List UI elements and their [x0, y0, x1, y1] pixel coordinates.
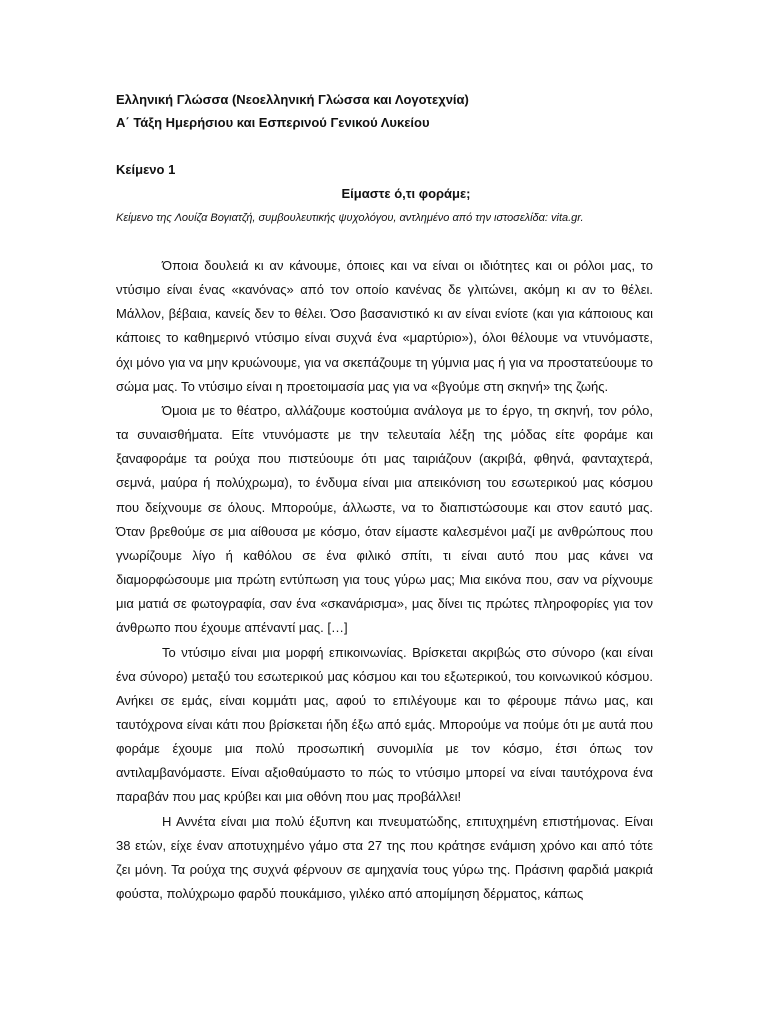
- paragraph-2: Όμοια με το θέατρο, αλλάζουμε κοστούμια ανάλογα με το έργο, τη σκηνή, τον ρόλο, τα συναισθήματα. Είτε ντυνόμαστε με την τελευταία λέξη της μόδας είτε φοράμε και ξαναφοράμε τα ρούχα που πιστεύουμε ότι μας ταιριάζουν (ακριβά, φθηνά, φανταχτερά, σεμνά, μαύρα ή πολύχρωμα), το ένδυμα είναι μια απεικόνιση του εσωτερικού μας κόσμου που δείχνουμε σε όλους. Μπορούμε, άλλωστε, να το διαπιστώσουμε και στον εαυτό μας. Όταν βρεθούμε σε μια αίθουσα με κόσμο, όταν είμαστε καλεσμένοι μαζί με ανθρώπους που γνωρίζουμε λίγο ή καθόλου σε ένα φιλικό σπίτι, τι είναι αυτό που μας κάνει να διαμορφώσουμε μια πρώτη εντύπωση για τους γύρω μας; Μια εικόνα που, σαν να ρίχνουμε μια ματιά σε φωτογραφία, σαν ένα «σκανάρισμα», μας δίνει τις πρώτες πληροφορίες για τον άνθρωπο που έχουμε απέναντί μας. […]: [116, 402, 653, 636]
- paragraph-1: Όποια δουλειά κι αν κάνουμε, όποιες και να είναι οι ιδιότητες και οι ρόλοι μας, το ντύσιμο είναι ένας «κανόνας» από τον οποίο κανένας δε γλιτώνει, ακόμη κι αν το θέλει. Μάλλον, βέβαια, κανείς δεν το θέλει. Όσο βασανιστικό κι αν είναι ενίοτε (και για κάποιους και κάποιες το καθημερινό ντύσιμο είναι συχνά ένα «μαρτύριο»), όλοι θέλουμε να ντυνόμαστε, όχι μόνο για να μην κρυώνουμε, για να σκεπάζουμε τη γύμνια μας ή για να προστατεύουμε το σώμα μας. Το ντύσιμο είναι η προετοιμασία μας για να «βγούμε στη σκηνή» της ζωής.: [116, 258, 653, 394]
- text-label: Κείμενο 1: [116, 162, 176, 177]
- subject-heading: Ελληνική Γλώσσα (Νεοελληνική Γλώσσα και Λογοτεχνία): [116, 92, 469, 107]
- article-title: Είμαστε ό,τι φοράμε;: [341, 186, 471, 201]
- source-note: Κείμενο της Λουίζα Βογιατζή, συμβουλευτικής ψυχολόγου, αντλημένο από την ιστοσελίδα: vita.gr.: [116, 212, 584, 224]
- grade-heading: Α΄ Τάξη Ημερήσιου και Εσπερινού Γενικού Λυκείου: [116, 115, 430, 130]
- article-body: [116, 254, 653, 906]
- paragraph-4: Η Αννέτα είναι μια πολύ έξυπνη και πνευματώδης, επιτυχημένη επιστήμονας. Είναι 38 ετών, είχε έναν αποτυχημένο γάμο στα 27 της που κράτησε ενάμιση χρόνο και από τότε ζει μόνη. Τα ρούχα της συχνά φέρνουν σε αμηχανία τους γύρω της. Πράσινη φαρδιά μακριά φούστα, πολύχρωμο φαρδύ πουκάμισο, γιλέκο από απομίμηση δέρματος, κάπως: [116, 813, 653, 902]
- document-header: [116, 88, 656, 134]
- paragraph-3: Το ντύσιμο είναι μια μορφή επικοινωνίας. Βρίσκεται ακριβώς στο σύνορο (και είναι ένα σύνορο) μεταξύ του εσωτερικού μας κόσμου και του εξωτερικού, του κοινωνικού κόσμου. Ανήκει σε εμάς, είναι κομμάτι μας, αφού το επιλέγουμε και το φέρουμε πάνω μας, και ταυτόχρονα είναι κάτι που βρίσκεται ήδη έξω από εμάς. Μπορούμε να πούμε ότι με αυτά που φοράμε έχουμε μια πολύ προσωπική συνομιλία με τον κόσμο, έτσι όπως τον αντιλαμβανόμαστε. Είναι αξιοθαύμαστο το πώς το ντύσιμο μπορεί να είναι ταυτόχρονα ένα παραβάν που μας κρύβει και μια οθόνη που μας προβάλλει!: [116, 644, 653, 805]
